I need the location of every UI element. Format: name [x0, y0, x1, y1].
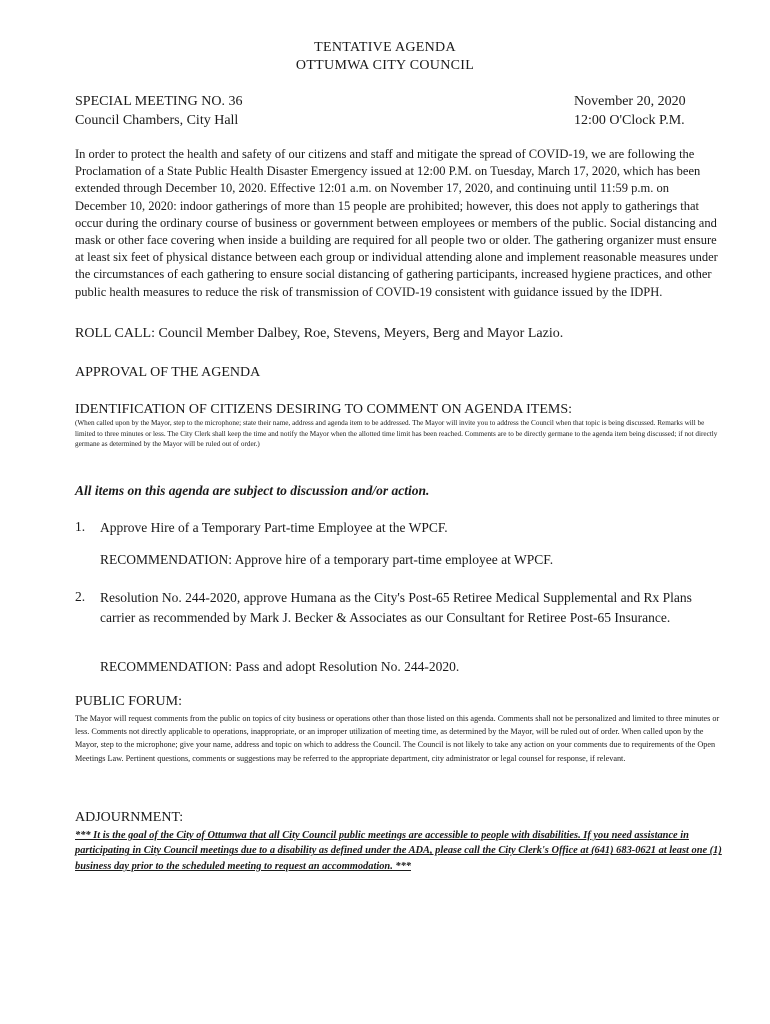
public-forum-heading: PUBLIC FORUM:: [75, 694, 182, 709]
ada-accessibility-note: *** It is the goal of the City of Ottumwa that all City Council public meetings are accessible to people with disabilities. If you need assistance in participating in City Council meetings due to a disability as defined under the ADA, please call the City Clerk's Office at (641) 683-0621 at least one (1) business day prior to the scheduled meeting to request an accommodation. ***: [75, 830, 722, 872]
meeting-number: SPECIAL MEETING NO. 36: [75, 94, 243, 109]
item-2-number: 2.: [75, 589, 86, 604]
item-1-text: Approve Hire of a Temporary Part-time Employee at the WPCF.: [100, 520, 448, 535]
public-forum-body: The Mayor will request comments from the public on topics of city business or operations other than those listed on this agenda. Comments shall not be personalized and limited to three minutes or less. Comments not directly applicable to operations, inappropriate, or an improper utilization of meeting time, as determined by the Mayor, will be ruled out of order. When called upon by the Mayor, step to the microphone; give your name, address and topic on which to address the Council. The Council is not likely to take any action on your comments due to requirements of the Open Meetings Law. Pertinent questions, comments or suggestions may be referred to the appropriate department, city administrator or legal counsel for response, if relevant.: [75, 714, 720, 763]
identification-heading: IDENTIFICATION OF CITIZENS DESIRING TO COMMENT ON AGENDA ITEMS:: [75, 402, 572, 417]
meeting-location: Council Chambers, City Hall: [75, 113, 239, 128]
meeting-datetime: [574, 92, 686, 130]
meeting-date: November 20, 2020: [574, 94, 686, 109]
item-2-recommendation: RECOMMENDATION: Pass and adopt Resolution No. 244-2020.: [100, 659, 460, 674]
council-name: OTTUMWA CITY COUNCIL: [295, 58, 475, 73]
roll-call: ROLL CALL: Council Member Dalbey, Roe, Stevens, Meyers, Berg and Mayor Lazio.: [75, 326, 564, 341]
agenda-title: TENTATIVE AGENDA: [314, 40, 456, 55]
item-1-recommendation: RECOMMENDATION: Approve hire of a temporary part-time employee at WPCF.: [100, 552, 554, 567]
identification-instructions: (When called upon by the Mayor, step to the microphone; state their name, address and agenda item to be addressed. The Mayor will invite you to address the Council when that topic is being discussed. Remarks will be limited to three minutes or less. The City Clerk shall keep the time and notify the Mayor when the allotted time limit has been reached. Comments are to be directly germane to the agenda item being discussed; if not directly germane as determined by the Mayor will be ruled out of order.): [75, 419, 718, 449]
approval-of-agenda: APPROVAL OF THE AGENDA: [75, 365, 261, 380]
items-subject-note: All items on this agenda are subject to discussion and/or action.: [75, 483, 430, 498]
adjournment-heading: ADJOURNMENT:: [75, 810, 184, 825]
meeting-time: 12:00 O'Clock P.M.: [574, 113, 685, 128]
meeting-info: [75, 92, 242, 130]
item-1-number: 1.: [75, 519, 86, 534]
covid-intro-paragraph: In order to protect the health and safety of our citizens and staff and mitigate the spread of COVID-19, we are following the Proclamation of a State Public Health Disaster Emergency issued at 12:00 P.M. on Tuesday, March 17, 2020, which has been extended through December 10, 2020. Effective 12:01 a.m. on November 17, 2020, and continuing until 11:59 p.m. on December 10, 2020: indoor gatherings of more than 15 people are prohibited; however, this does not apply to gatherings that occur during the ordinary course of business or government between employees or members of the public. Social distancing and mask or other face covering when inside a building are required for all people two or older. The gathering organizer must ensure at least six feet of physical distance between each group or individual attending alone and implement reasonable measures under the circumstances of each gathering to ensure social distancing of gathering participants, increased hygiene practices, and other public health measures to reduce the risk of transmission of COVID-19 consistent with guidance issued by the IDPH.: [75, 147, 718, 299]
item-2-text: Resolution No. 244-2020, approve Humana as the City's Post-65 Retiree Medical Supplemental and Rx Plans carrier as recommended by Mark J. Becker & Associates as our Consultant for Retiree Post-65 Insurance.: [100, 590, 692, 625]
